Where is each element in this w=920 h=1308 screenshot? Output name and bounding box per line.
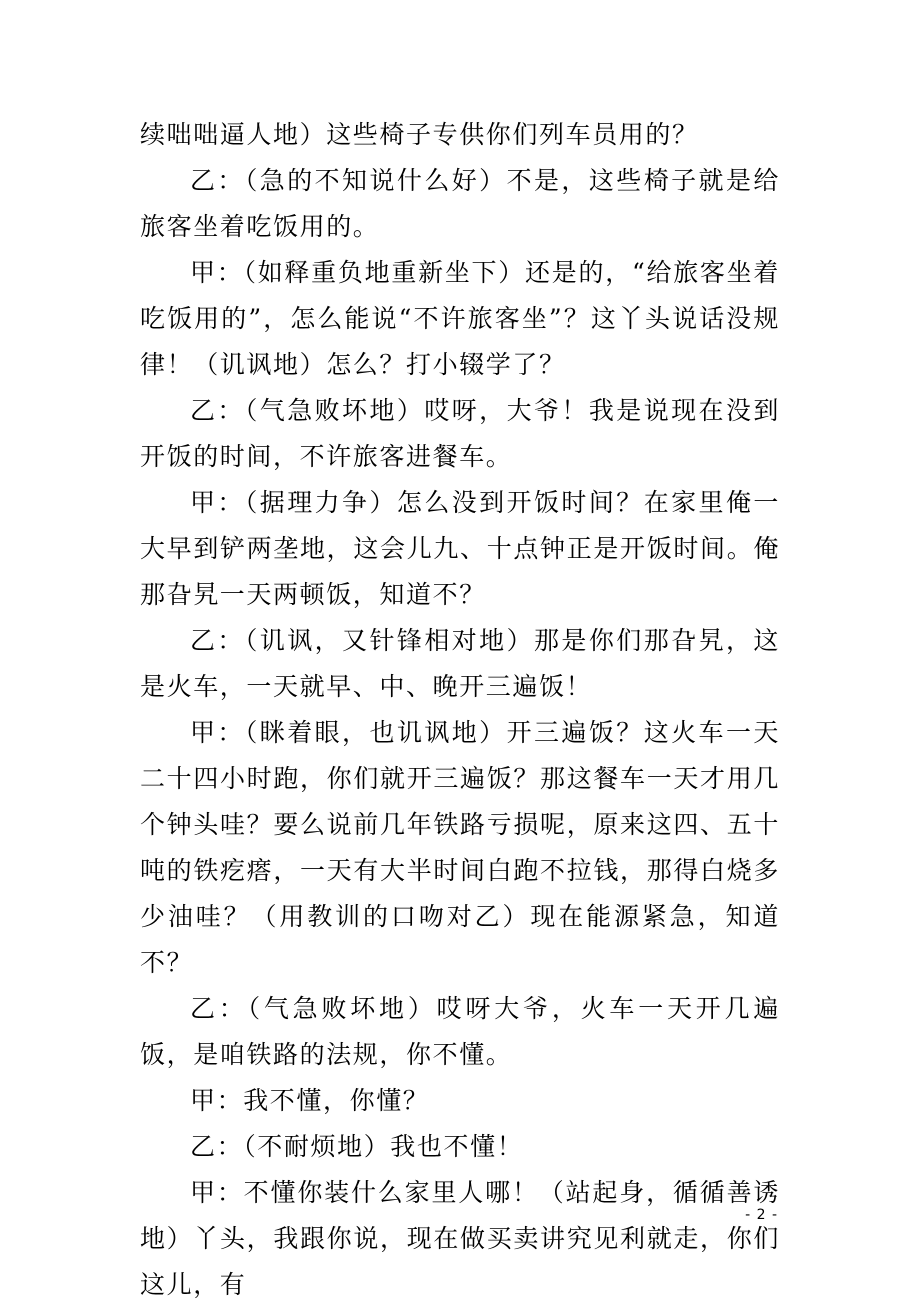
- paragraph: 甲：我不懂，你懂？: [190, 1086, 430, 1115]
- paragraph: 乙：（急的不知说什么好）不是，这些椅子就是给旅客坐着吃饭用的。: [140, 166, 780, 241]
- paragraph: 甲：（眯着眼，也讥讽地）开三遍饭？这火车一天二十四小时跑，你们就开三遍饭？那这餐车一天才用几个钟头哇？要么说前几年铁路亏损呢，原来这四、五十吨的铁疙瘩，一天有大半时间白跑不拉钱，那得白烧多少油哇？（用教训的口吻对乙）现在能源紧急，知道不？: [140, 718, 780, 977]
- paragraph: 续咄咄逼人地）这些椅子专供你们列车员用的？: [140, 120, 699, 149]
- body-text: [140, 112, 780, 1308]
- paragraph: 甲：（据理力争）怎么没到开饭时间？在家里俺一大早到铲两垄地，这会儿九、十点钟正是开饭时间。俺那旮旯一天两顿饭，知道不？: [140, 488, 780, 609]
- paragraph: 甲：不懂你装什么家里人哪！（站起身，循循善诱地）丫头，我跟你说，现在做买卖讲究见利就走，你们这儿，有: [140, 1178, 780, 1299]
- page-number: - 2 -: [745, 1207, 778, 1223]
- paragraph: 乙：（气急败坏地）哎呀大爷，火车一天开几遍饭，是咱铁路的法规，你不懂。: [140, 994, 780, 1069]
- paragraph: 乙：（气急败坏地）哎呀，大爷！我是说现在没到开饭的时间，不许旅客进餐车。: [140, 396, 780, 471]
- paragraph: 乙：（不耐烦地）我也不懂！: [190, 1132, 524, 1161]
- paragraph: 甲：（如释重负地重新坐下）还是的，“给旅客坐着吃饭用的”，怎么能说“不许旅客坐”？这丫头说话没规律！（讥讽地）怎么？打小辍学了？: [140, 258, 780, 379]
- paragraph: 乙：（讥讽，又针锋相对地）那是你们那旮旯，这是火车，一天就早、中、晚开三遍饭！: [140, 626, 780, 701]
